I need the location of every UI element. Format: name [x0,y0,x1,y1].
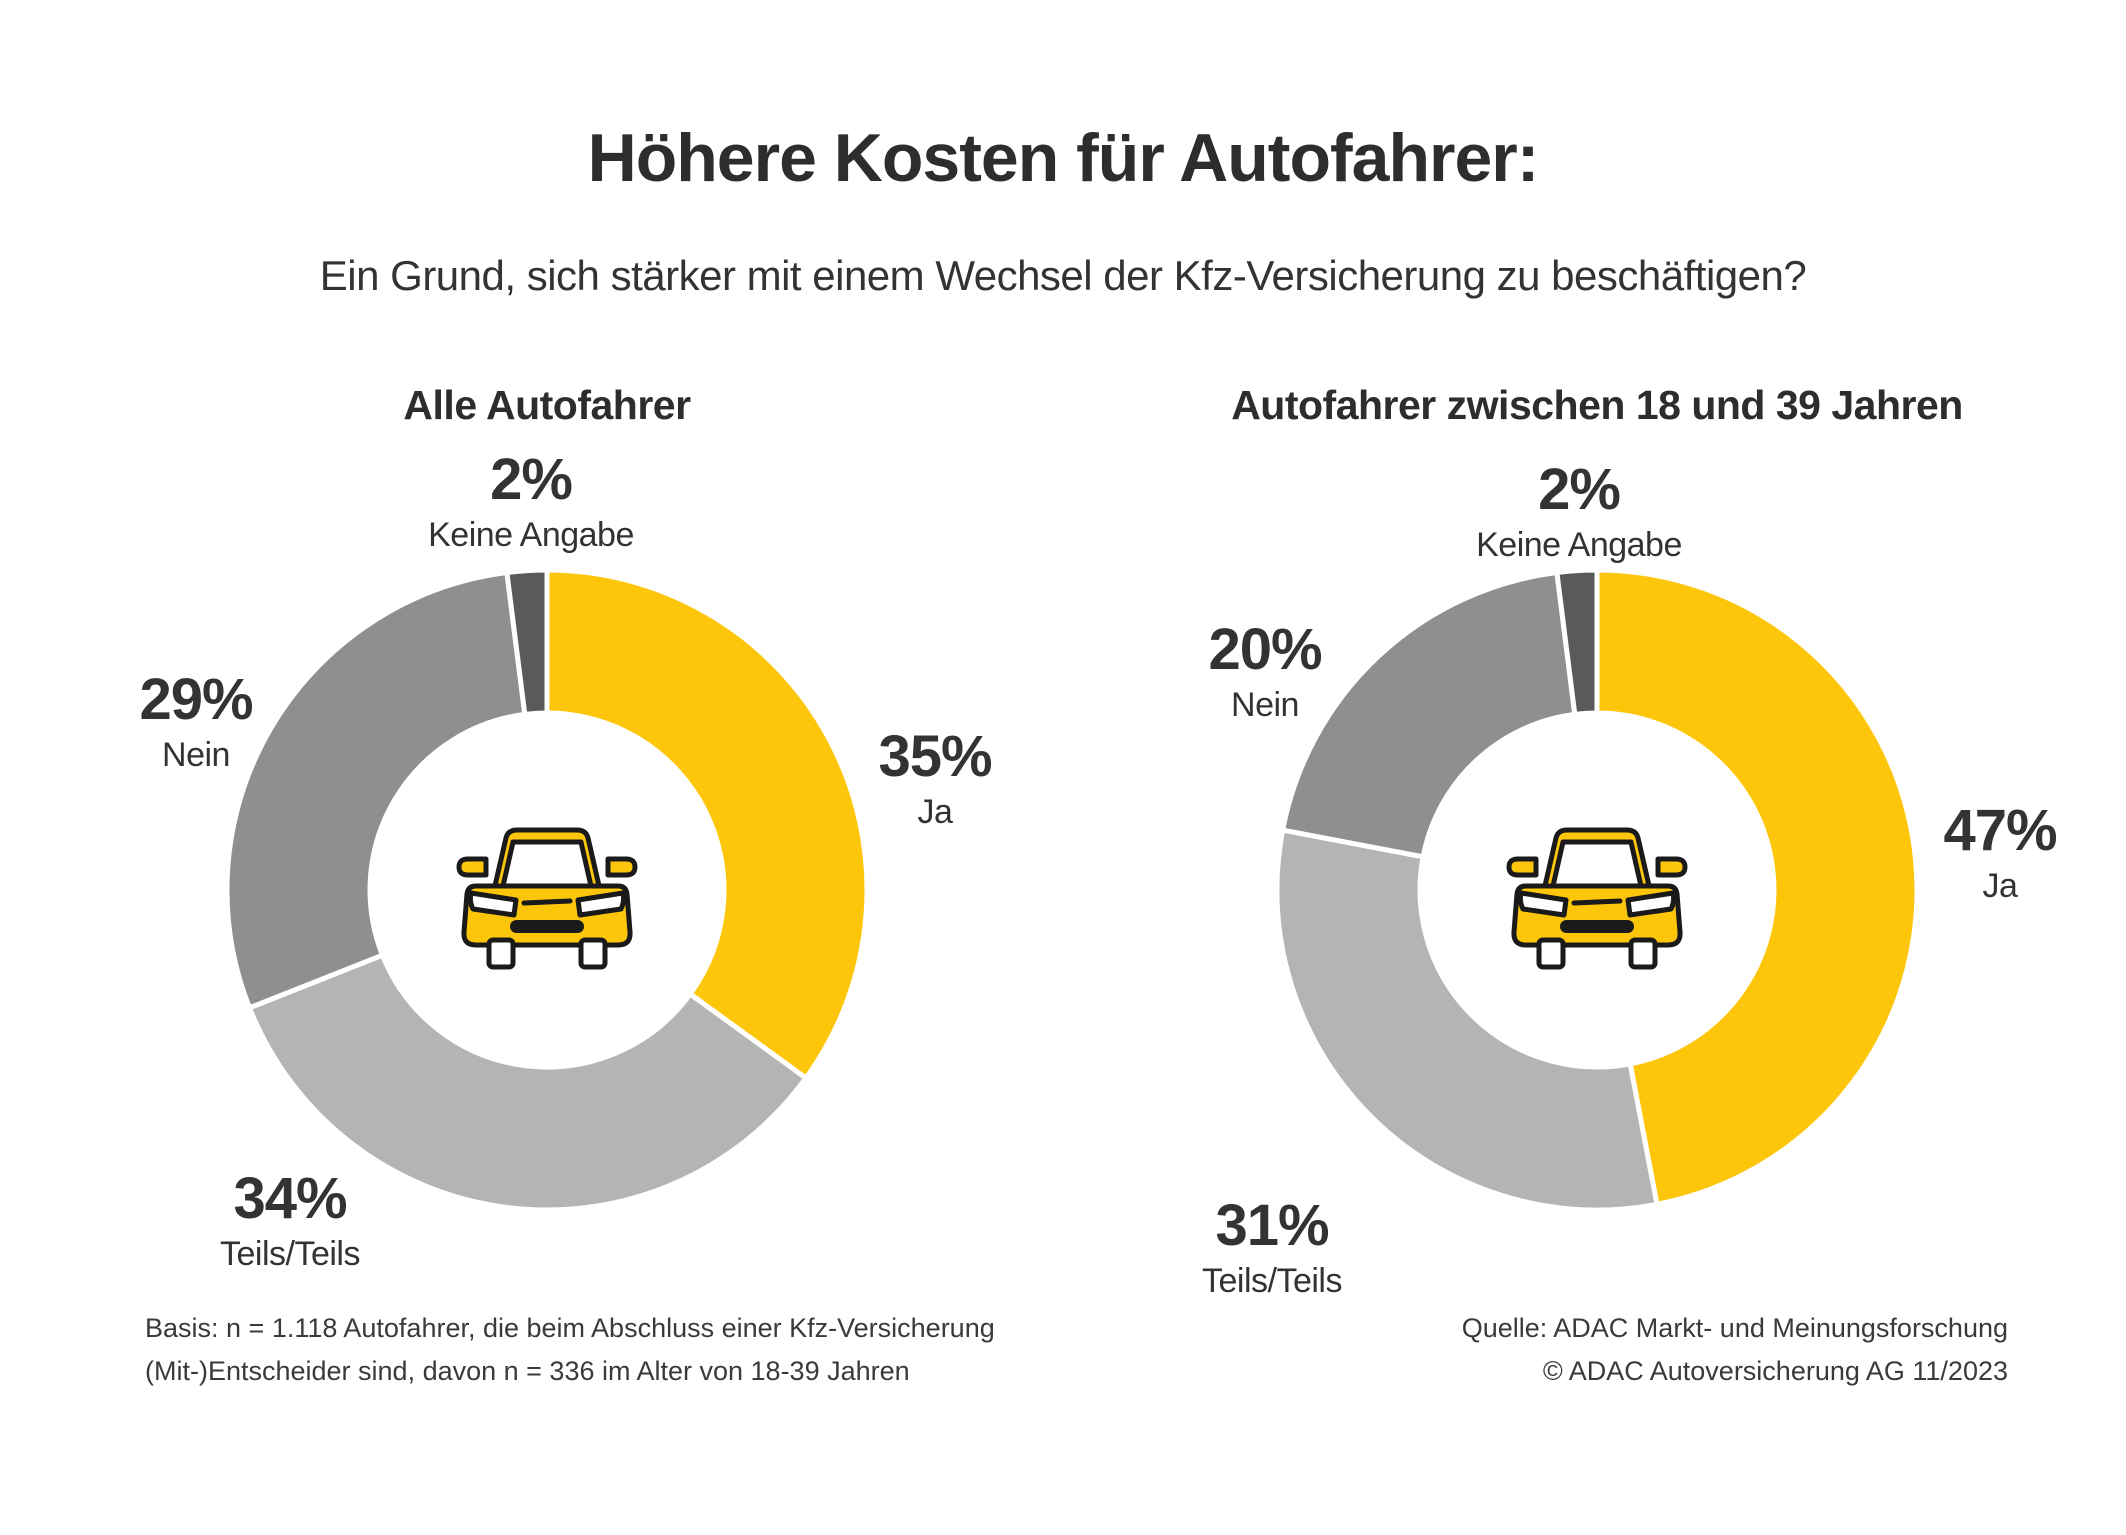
source-footnote-line2: © ADAC Autoversicherung AG 11/2023 [1542,1356,2008,1386]
callout-percent: 2% [1538,457,1620,522]
callout-label: Ja [917,793,953,831]
chart-heading: Alle Autofahrer [403,382,691,428]
callout-percent: 29% [139,667,253,732]
callout-teils-teils [1122,1193,1422,1301]
callout-percent: 20% [1208,617,1322,682]
chart-heading: Autofahrer zwischen 18 und 39 Jahren [1231,382,1963,428]
callout-label: Teils/Teils [220,1235,360,1273]
callout-keine-angabe [1429,457,1729,565]
callout-teils-teils [140,1166,440,1274]
page-title: Höhere Kosten für Autofahrer: [587,120,1539,196]
callout-keine-angabe [381,447,681,555]
basis-footnote-line2: (Mit-)Entscheider sind, davon n = 336 im Alter von 18-39 Jahren [145,1356,910,1386]
basis-footnote-line1: Basis: n = 1.118 Autofahrer, die beim Abschluss einer Kfz-Versicherung [145,1313,995,1343]
callout-label: Nein [1231,686,1299,724]
callout-label: Ja [1982,867,2018,905]
callout-percent: 35% [878,724,992,789]
callout-label: Nein [162,736,230,774]
callout-label: Teils/Teils [1202,1262,1342,1300]
callout-nein [1115,617,1415,725]
callout-percent: 34% [233,1166,347,1231]
callout-label: Keine Angabe [428,516,634,554]
basis-footnote [145,1307,995,1393]
callout-ja [1850,798,2126,906]
callout-percent: 31% [1215,1193,1329,1258]
callout-ja [785,724,1085,832]
page-subtitle: Ein Grund, sich stärker mit einem Wechsel der Kfz-Versicherung zu beschäftigen? [319,252,1807,299]
source-footnote [1462,1307,2008,1393]
callout-percent: 47% [1943,798,2057,863]
callout-label: Keine Angabe [1476,526,1682,564]
car-icon [456,826,638,972]
callout-nein [46,667,346,775]
car-icon [1506,826,1688,972]
callout-percent: 2% [490,447,572,512]
source-footnote-line1: Quelle: ADAC Markt- und Meinungsforschung [1461,1313,2008,1343]
